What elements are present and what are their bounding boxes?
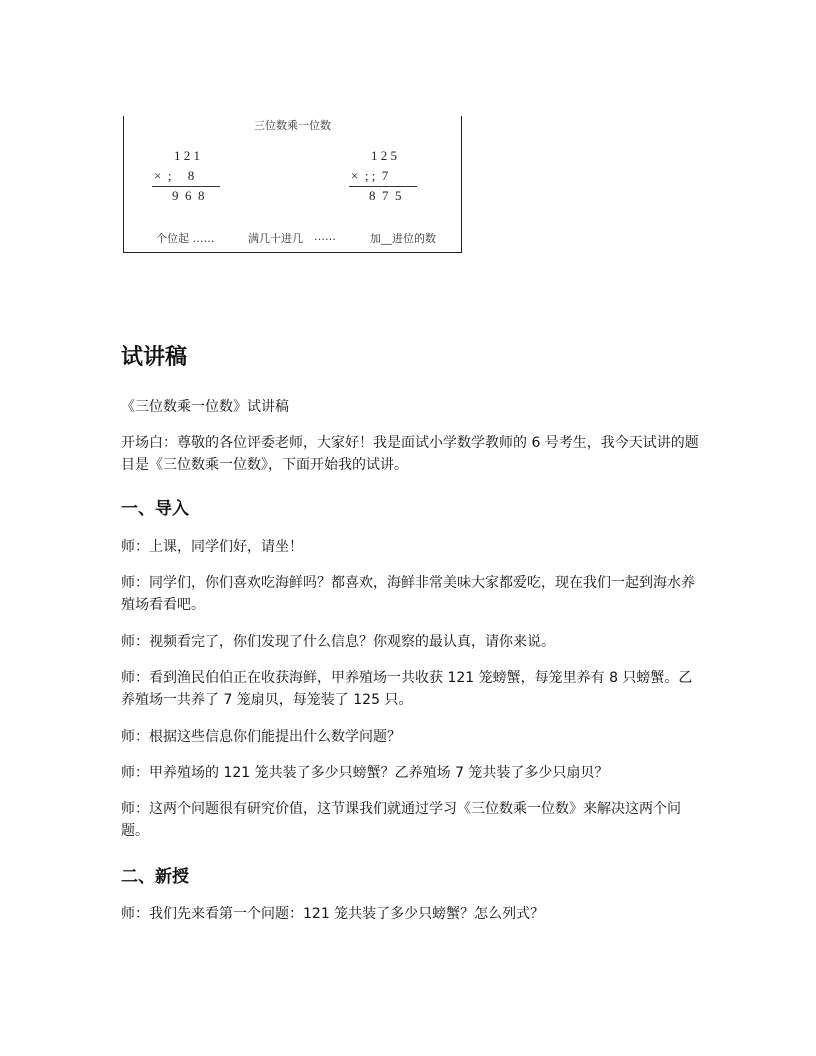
right-multiplier: × ; ; 7 [351, 168, 389, 183]
document-heading: 试讲稿 [121, 345, 188, 370]
footer-step-1: 个位起 …… [156, 232, 215, 245]
footer-dots: …… [314, 230, 336, 243]
paragraph: 师：同学们，你们喜欢吃海鲜吗？都喜欢，海鲜非常美味大家都爱吃，现在我们一起到海水养殖场看看吧。 [121, 575, 695, 613]
document-subtitle: 《三位数乘一位数》试讲稿 [121, 399, 289, 415]
right-product: 8 7 5 [369, 188, 402, 203]
left-multiplicand: 1 2 1 [174, 148, 200, 163]
paragraph: 师：视频看完了，你们发现了什么信息？你观察的最认真，请你来说。 [121, 634, 555, 650]
left-calculation [152, 148, 224, 208]
section-heading-new-lesson: 二、新授 [121, 867, 189, 887]
paragraph: 师：上课，同学们好，请坐！ [121, 539, 303, 555]
paragraph: 师：这两个问题很有研究价值，这节课我们就通过学习《三位数乘一位数》来解决这两个问题。 [121, 801, 681, 839]
paragraph: 师：根据这些信息你们能提出什么数学问题？ [121, 729, 401, 745]
paragraph: 师：看到渔民伯伯正在收获海鲜，甲养殖场一共收获 121 笼螃蟹，每笼里养有 8 只螃蟹。乙养殖场一共养了 7 笼扇贝，每笼装了 125 只。 [121, 670, 693, 708]
right-underline [349, 186, 417, 187]
left-multiplier: × ; 8 [154, 168, 195, 183]
opening-paragraph: 开场白：尊敬的各位评委老师，大家好！我是面试小学数学教师的 6 号考生，我今天试讲的题目是《三位数乘一位数》，下面开始我的试讲。 [121, 435, 699, 473]
section-heading-intro: 一、导入 [121, 499, 189, 519]
footer-step-2: 满几十进几 [248, 232, 303, 245]
paragraph: 师：甲养殖场的 121 笼共装了多少只螃蟹？乙养殖场 7 笼共装了多少只扇贝？ [121, 765, 609, 781]
figure-title: 三位数乘一位数 [254, 119, 331, 132]
right-multiplicand: 1 2 5 [371, 148, 397, 163]
left-product: 9 6 8 [172, 188, 205, 203]
left-underline [152, 186, 220, 187]
blackboard-figure [123, 116, 462, 253]
paragraph: 师：我们先来看第一个问题：121 笼共装了多少只螃蟹？怎么列式？ [121, 906, 545, 922]
footer-step-3: 加__进位的数 [370, 232, 436, 245]
right-calculation [349, 148, 421, 208]
